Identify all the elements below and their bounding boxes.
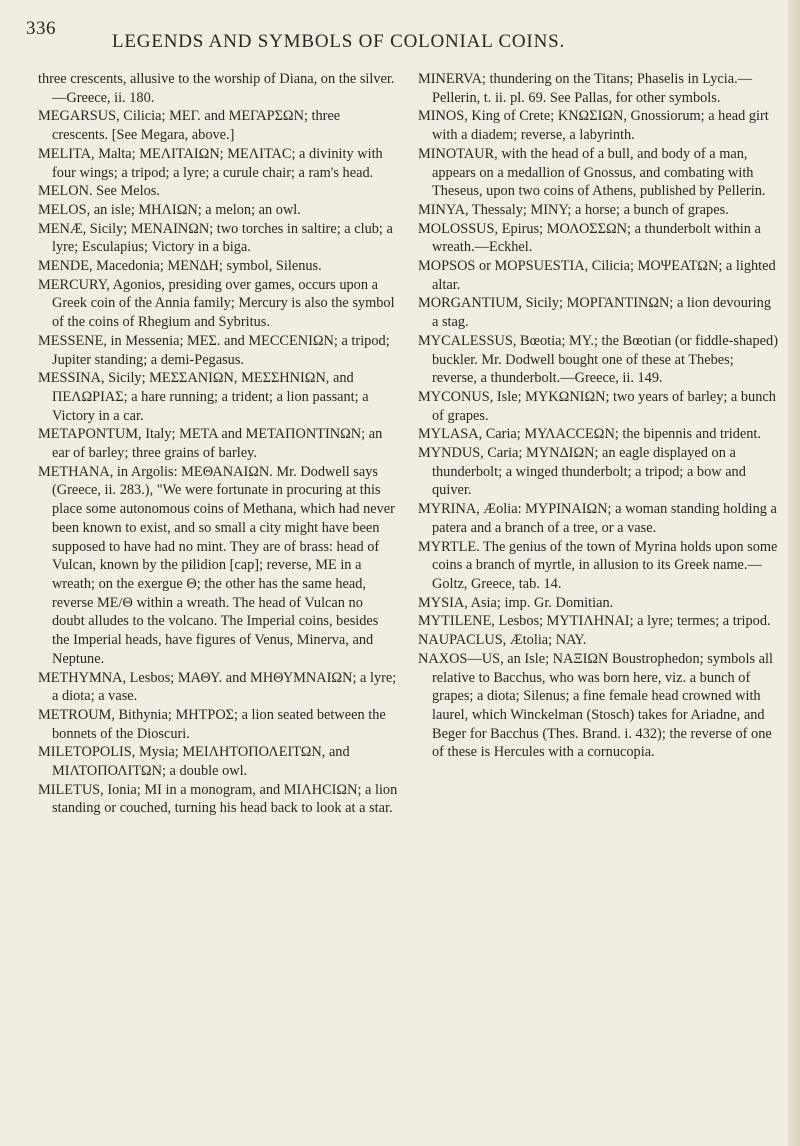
right-column xyxy=(418,70,778,818)
dictionary-entry: METROUM, Bithynia; ΜΗΤΡΟΣ; a lion seated between the bonnets of the Dioscuri. xyxy=(38,706,386,742)
dictionary-entry: MELITA, Malta; ΜΕΛΙΤΑΙΩΝ; ΜΕΛΙΤΑC; a divinity with four wings; a tripod; a lyre; a curule chair; a ram's head. xyxy=(38,145,383,181)
dictionary-entry: MESSINA, Sicily; ΜΕΣΣΑΝΙΩΝ, ΜΕΣΣΗΝΙΩΝ, and ΠΕΛΩΡΙΑΣ; a hare running; a trident; a lion passant; a Victory in a car. xyxy=(38,370,369,424)
dictionary-entry: MYCALESSUS, Bœotia; ΜΥ.; the Bœotian (or fiddle-shaped) buckler. Mr. Dodwell bought one of these at Thebes; reverse, a thunderbolt.—Greece, ii. 149. xyxy=(418,332,778,387)
dictionary-entry: MINYA, Thessaly; ΜΙΝΥ; a horse; a bunch of grapes. xyxy=(418,201,729,218)
dictionary-entry: MYSIA, Asia; imp. Gr. Domitian. xyxy=(418,594,614,611)
dictionary-entry: MORGANTIUM, Sicily; ΜΟΡΓΑΝΤΙΝΩΝ; a lion devouring a stag. xyxy=(418,295,771,331)
dictionary-entry: MYLASA, Caria; ΜΥΛΑCCΕΩΝ; the bipennis and trident. xyxy=(418,426,762,443)
dictionary-entry: METHANA, in Argolis: ΜΕΘΑΝΑΙΩΝ. Mr. Dodwell says (Greece, ii. 283.), "We were fortunate in procuring at this place some autonomous coins of Methana, which had never been known to exist, and so small a city might have been supposed to have had no mint. They are of brass: head of Vulcan, known by the pilidion [cap]; reverse, ΜΕ in a wreath; on the exergue Θ; the other has the same head, reverse ΜΕ/Θ within a wreath. The head of Vulcan no doubt alludes to the volcano. The Imperial coins, besides the Imperial heads, have figures of Venus, Minerva, and Neptune. xyxy=(38,463,395,667)
dictionary-entry: MINOTAUR, with the head of a bull, and body of a man, appears on a medallion of Gnossus, and combating with Theseus, upon two coins of Athens, published by Pellerin. xyxy=(418,145,766,200)
dictionary-entry: MOLOSSUS, Epirus; ΜΟΛΟΣΣΩΝ; a thunderbolt within a wreath.—Eckhel. xyxy=(418,220,761,256)
dictionary-entry: METAPONTUM, Italy; ΜΕΤΑ and ΜΕΤΑΠΟΝΤΙΝΩΝ; an ear of barley; three grains of barley. xyxy=(38,426,383,462)
dictionary-entry: three crescents, allusive to the worship of Diana, on the silver.—Greece, ii. 180. xyxy=(38,71,395,106)
page-number: 336 xyxy=(26,18,56,39)
dictionary-entry: METHYMNA, Lesbos; ΜΑΘΥ. and ΜΗΘΥΜΝΑΙΩΝ; a lyre; a diota; a vase. xyxy=(38,669,397,705)
dictionary-entry: MYCONUS, Isle; ΜΥΚΩΝΙΩΝ; two years of barley; a bunch of grapes. xyxy=(418,388,776,424)
dictionary-entry: NAUPACLUS, Ætolia; ΝΑΥ. xyxy=(418,632,587,649)
dictionary-entry: NAXOS—US, an Isle; ΝΑΞΙΩΝ Boustrophedon; symbols all relative to Bacchus, who was born here, viz. a bunch of grapes; a diota; Silenus; a fine female head crowned with laurel, which Winckelman (Stosch) takes for Ariadne, and Beger for Bacchus (Thes. Brand. i. 432); the reverse of one of these is Hercules with a cornucopia. xyxy=(418,650,773,761)
dictionary-entry: MENDE, Macedonia; ΜΕΝΔΗ; symbol, Silenus. xyxy=(38,258,322,275)
dictionary-entry: MYRINA, Æolia: ΜΥΡΙΝΑΙΩΝ; a woman standing holding a patera and a branch of a tree, or a vase. xyxy=(418,501,777,536)
page-edge xyxy=(788,0,800,1146)
dictionary-entry: MYNDUS, Caria; ΜΥΝΔΙΩΝ; an eagle displayed on a thunderbolt; a winged thunderbolt; a tripod; a bow and quiver. xyxy=(418,445,746,499)
dictionary-entry: MILETOPOLIS, Mysia; ΜΕΙΛΗΤΟΠΟΛΕΙΤΩΝ, and ΜΙΛΤΟΠΟΛΙΤΩΝ; a double owl. xyxy=(38,744,350,780)
dictionary-entry: MINERVA; thundering on the Titans; Phaselis in Lycia.—Pellerin, t. ii. pl. 69. See Pallas, for other symbols. xyxy=(418,71,753,106)
dictionary-entry: MELON. See Melos. xyxy=(38,183,160,200)
dictionary-entry: MESSENE, in Messenia; ΜΕΣ. and ΜΕCCΕΝΙΩΝ; a tripod; Jupiter standing; a demi-Pegasus. xyxy=(38,332,390,368)
dictionary-entry: MINOS, King of Crete; ΚΝΩΣΙΩΝ, Gnossiorum; a head girt with a diadem; reverse, a labyrinth. xyxy=(418,108,769,144)
dictionary-entry: MENÆ, Sicily; ΜΕΝΑΙΝΩΝ; two torches in saltire; a club; a lyre; Esculapius; Victory in a biga. xyxy=(38,220,393,256)
dictionary-entry: MEGARSUS, Cilicia; ΜΕΓ. and ΜΕΓΑΡΣΩΝ; three crescents. [See Megara, above.] xyxy=(38,108,341,144)
dictionary-entry: MYRTLE. The genius of the town of Myrina holds upon some coins a branch of myrtle, in allusion to its Greek name.—Goltz, Greece, tab. 14. xyxy=(418,538,778,592)
dictionary-entry: MOPSOS or MOPSUESTIA, Cilicia; ΜΟΨΕΑΤΩΝ; a lighted altar. xyxy=(418,258,776,293)
left-column xyxy=(38,70,398,818)
dictionary-entry: MERCURY, Agonios, presiding over games, occurs upon a Greek coin of the Annia family; Mercury is also the symbol of the coins of Rhegium and Sybritus. xyxy=(38,276,395,331)
dictionary-entry: MELOS, an isle; ΜΗΛΙΩΝ; a melon; an owl. xyxy=(38,201,301,218)
text-columns xyxy=(38,70,778,818)
dictionary-entry: MILETUS, Ionia; ΜΙ in a monogram, and ΜΙΛΗCΙΩΝ; a lion standing or couched, turning his head back to look at a star. xyxy=(38,781,398,817)
dictionary-entry: MYTILENE, Lesbos; ΜΥΤΙΛΗΝΑΙ; a lyre; termes; a tripod. xyxy=(418,613,771,630)
running-head: LEGENDS AND SYMBOLS OF COLONIAL COINS. xyxy=(112,31,566,52)
